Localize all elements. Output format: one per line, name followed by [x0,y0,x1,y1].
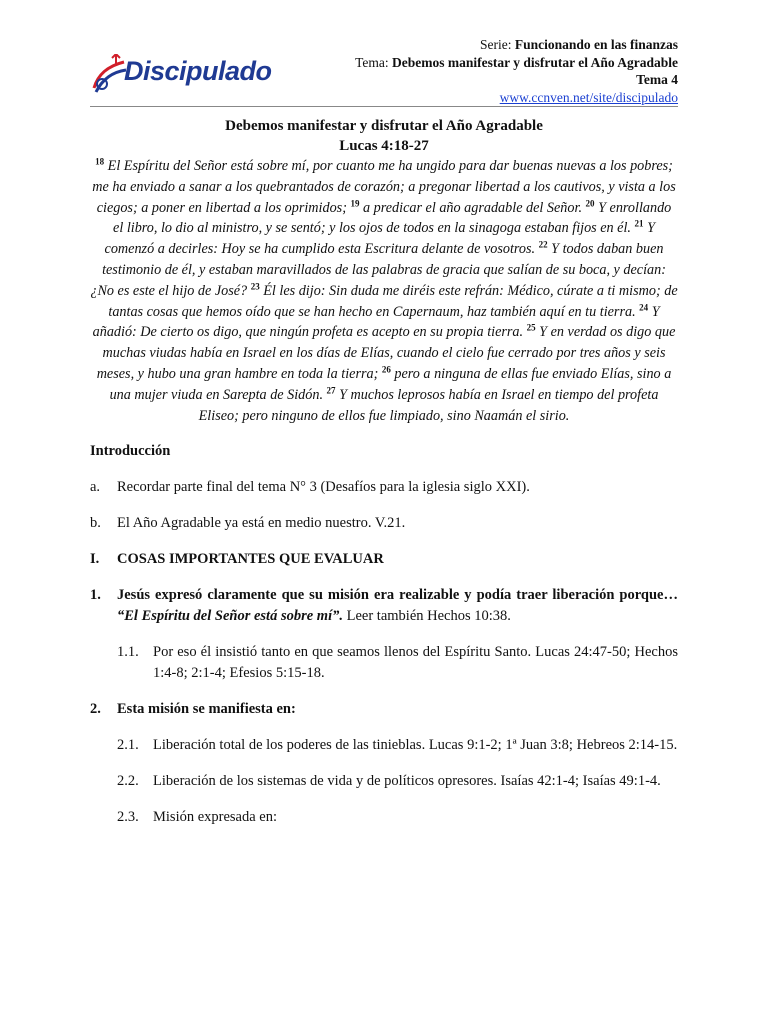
intro-item-marker: a. [90,479,101,496]
verse-number: 21 [634,218,644,229]
verse-text: Él les dijo: Sin duda me diréis este refrán: Médico, cúrate a ti mismo; de tantas cosas que hemos oído que se han hecho en Capernaum, haz también aquí en tu tierra. [108,282,678,320]
serie-value: Funcionando en las finanzas [514,37,678,52]
sub-point-marker: 2.1. [117,737,139,754]
logo-text: Discipulado [124,56,272,86]
document-title: Debemos manifestar y disfrutar el Año Agradable [225,118,543,134]
intro-heading: Introducción [90,443,171,460]
verse-number: 26 [381,364,391,375]
scripture-passage [90,156,678,426]
verse-number: 19 [350,197,360,208]
tema-line [355,54,678,72]
verse-text: Y enrollando el libro, lo dio al ministro, y se sentó; y los ojos de todos en la sinagoga estaban fijos en él. [113,199,672,237]
verse-number: 27 [326,385,336,396]
intro-item [90,477,678,498]
point-2 [90,699,678,720]
tema-value: Debemos manifestar y disfrutar el Año Agradable [392,54,678,70]
intro-item-marker: b. [90,515,101,532]
sub-point-text: Por eso él insistió tanto en que seamos llenos del Espíritu Santo. Lucas 24:47-50; Hechos 1:4-8; 2:1-4; Efesios 5:15-18. [153,644,678,682]
point-1 [90,585,678,627]
sub-point-text: Liberación total de los poderes de las tinieblas. Lucas 9:1-2; 1ª Juan 3:8; Hebreos 2:14-15. [153,737,678,754]
sub-point-marker: 1.1. [117,644,139,661]
point-2-heading: Esta misión se manifiesta en: [117,701,296,718]
sub-point [117,642,678,684]
verse-number: 23 [250,281,260,292]
verse-number: 25 [526,322,536,333]
sub-point-text: Misión expresada en: [153,809,278,826]
verse-text: Y todos daban buen testimonio de él, y estaban maravillados de las palabras de gracia que salían de su boca, y decían: ¿No es este el hijo de José? [90,241,666,299]
point-1-text [117,585,678,627]
verse-text: pero a ninguna de ellas fue enviado Elías, sino a una mujer viuda en Sarepta de Sidón. [109,365,672,403]
verse-text: Y añadió: De cierto os digo, que ningún profeta es acepto en su propia tierra. [92,303,660,341]
sub-point-text: Liberación de los sistemas de vida y de políticos opresores. Isaías 42:1-4; Isaías 49:1-4. [153,773,661,790]
verse-number: 24 [639,301,649,312]
scripture-reference: Lucas 4:18-27 [339,138,429,154]
section-marker: I. [90,551,100,568]
sub-point-marker: 2.3. [117,809,139,826]
sub-point-marker: 2.2. [117,773,139,790]
verse-text: Y comenzó a decirles: Hoy se ha cumplido esta Escritura delante de vosotros. [104,220,655,258]
document-header [355,36,678,106]
serie-line [355,36,678,54]
verse-text: Y en verdad os digo que muchas viudas había en Israel en los días de Elías, cuando el cielo fue cerrado por tres años y seis meses, y hubo una gran hambre en toda la tierra; [96,324,676,382]
point-1-quote: “El Espíritu del Señor está sobre mí”. [117,608,343,625]
sub-point [117,807,678,828]
point-1-reference: Leer también Hechos 10:38. [346,608,511,625]
point-marker: 2. [90,701,101,718]
intro-item-text: El Año Agradable ya está en medio nuestro. V.21. [117,515,406,532]
verse-number: 22 [538,239,548,250]
sub-point [117,771,678,792]
intro-item [90,513,678,534]
discipulado-logo [90,54,270,98]
sub-point [117,735,678,756]
intro-item-text: Recordar parte final del tema N° 3 (Desafíos para la iglesia siglo XXI). [117,479,530,496]
section-title: COSAS IMPORTANTES QUE EVALUAR [117,551,384,568]
verse-text: a predicar el año agradable del Señor. [363,199,582,216]
point-1-statement: Jesús expresó claramente que su misión era realizable y podía traer liberación porque… [117,587,678,604]
verse-text: Y muchos leprosos había en Israel en tiempo del profeta Eliseo; pero ninguno de ellos fue limpiado, sino Naamán el sirio. [198,386,659,424]
tema-label: Tema: [355,54,389,70]
point-marker: 1. [90,587,101,604]
discipulado-link[interactable]: www.ccnven.net/site/discipulado [499,89,678,105]
verse-text: El Espíritu del Señor está sobre mí, por cuanto me ha ungido para dar buenas nuevas a los pobres; me ha enviado a sanar a los quebrantados de corazón; a pregonar libertad a los cautivos, y vista a los ciegos; a poner en libertad a los oprimidos; [92,158,676,216]
verse-number: 18 [95,156,105,167]
verse-number: 20 [585,197,595,208]
section-heading [90,549,678,570]
header-divider [90,106,678,107]
serie-label: Serie: [479,37,512,52]
document-body [90,116,678,828]
tema-number: Tema 4 [636,72,678,87]
